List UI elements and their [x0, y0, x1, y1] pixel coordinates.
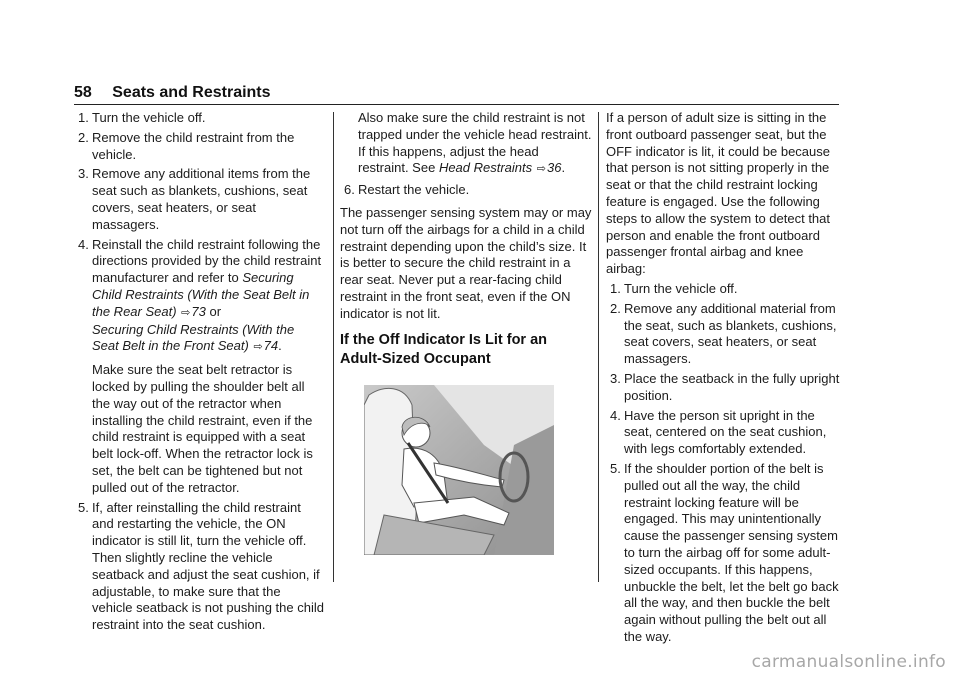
list-number: 3.	[610, 370, 621, 386]
site-watermark: carmanualsonline.info	[751, 652, 946, 672]
list-text: Restart the vehicle.	[358, 182, 470, 198]
header-rule	[74, 104, 839, 105]
column-1	[74, 110, 324, 637]
page-reference-icon: ⇨	[181, 306, 191, 319]
cross-reference-link[interactable]: Securing Child Restraints (With the Seat Belt in the Front Seat)	[92, 321, 295, 354]
list-number: 4.	[78, 236, 89, 252]
list-item	[606, 301, 842, 368]
page-reference[interactable]: 36	[547, 160, 562, 176]
list-item	[74, 110, 324, 127]
cross-reference-link[interactable]: Head Restraints	[438, 160, 533, 176]
list-number: 1.	[610, 280, 621, 296]
list-text: Turn the vehicle off.	[92, 110, 206, 125]
page-reference[interactable]: 74	[263, 338, 279, 354]
cross-reference-link[interactable]: Securing Child Restraints (With the Seat Belt in the Rear Seat)	[92, 270, 310, 319]
list-text: Turn the vehicle off.	[624, 280, 738, 296]
sentence-end: .	[278, 338, 282, 354]
list-item	[606, 281, 842, 298]
body-paragraph: If a person of adult size is sitting in the front outboard passenger seat, but the OFF indicator is lit, it could be because that person is not sitting properly in the seat or that the child restraint locking feature is engaged. Use the following steps to allow the system to detect that person and enable the front outboard passenger frontal airbag and knee airbag:	[606, 110, 831, 277]
list-text: Place the seatback in the fully upright position.	[624, 370, 840, 403]
list-text: Remove the child restraint from the vehicle.	[92, 129, 295, 162]
page-header	[74, 84, 839, 104]
list-text: Reinstall the child restraint following the directions provided by the child restraint manufacturer and refer to	[92, 236, 322, 286]
list-number: 6.	[344, 182, 355, 198]
page-number: 58	[74, 84, 92, 101]
or-text: or	[209, 303, 222, 319]
column-divider-1	[333, 112, 334, 582]
page-reference-icon: ⇨	[536, 163, 546, 176]
list-item	[606, 408, 842, 458]
column-2	[340, 110, 592, 559]
list-text: If the shoulder portion of the belt is pulled out all the way, the child restraint locking feature will be engaged. This may unintentionally cause the passenger sensing system to turn the airbag off for some adult-sized occupants. If this happens, unbuckle the belt, let the belt go back all the way, and then buckle the belt again without pulling the belt out all the way.	[624, 460, 839, 644]
list-item	[74, 500, 324, 634]
list-number: 2.	[610, 300, 621, 316]
list-number: 5.	[78, 499, 89, 515]
list-item	[74, 237, 324, 357]
list-text: Remove any additional items from the seat such as blankets, cushions, seat covers, seat heaters, or seat massagers.	[92, 166, 311, 232]
list-text: Remove any additional material from the seat, such as blankets, cushions, seat covers, seat heaters, or seat massagers.	[624, 300, 837, 367]
list-item	[340, 182, 592, 199]
list-item-paragraph	[340, 110, 592, 178]
list-number: 1.	[78, 110, 89, 125]
section-title: Seats and Restraints	[112, 84, 271, 101]
sentence-end: .	[561, 160, 566, 176]
list-number: 4.	[610, 407, 621, 423]
page-reference[interactable]: 73	[191, 303, 206, 319]
list-item	[74, 166, 324, 233]
section-heading: If the Off Indicator Is Lit for an Adult-Sized Occupant	[340, 331, 548, 367]
list-item	[606, 371, 842, 405]
list-item	[606, 461, 842, 646]
list-number: 5.	[610, 460, 621, 476]
list-text: If, after reinstalling the child restraint and restarting the vehicle, the ON indicator is still lit, turn the vehicle off. Then slightly recline the vehicle seatback and adjust the seat cushion, if adjustable, to make sure that the vehicle seatback is not pushing the child restraint into the seat cushion.	[92, 499, 324, 633]
column-divider-2	[598, 112, 599, 582]
list-item	[74, 130, 324, 164]
page-reference-icon: ⇨	[253, 341, 263, 354]
list-number: 2.	[78, 129, 89, 145]
list-item-paragraph: Make sure the seat belt retractor is locked by pulling the shoulder belt all the way out of the retractor when installing the child restraint, even if the child restraint is equipped with a seat belt lock-off. When the retractor lock is set, the belt can be tightened but not pulled out of the retractor.	[92, 362, 313, 495]
seated-occupant-illustration	[364, 385, 554, 555]
continued-text: Also make sure the child restraint is not trapped under the vehicle head restraint. If this happens, adjust the head restraint. See	[358, 110, 592, 176]
list-number: 3.	[78, 166, 89, 182]
list-text: Have the person sit upright in the seat, centered on the seat cushion, with legs comfortably extended.	[624, 407, 827, 457]
body-paragraph: The passenger sensing system may or may not turn off the airbags for a child in a child restraint depending upon the child’s size. It is better to secure the child restraint in a rear seat. Never put a rear-facing child restraint in the front seat, even if the ON indicator is not lit.	[340, 204, 592, 321]
column-3	[606, 110, 842, 649]
